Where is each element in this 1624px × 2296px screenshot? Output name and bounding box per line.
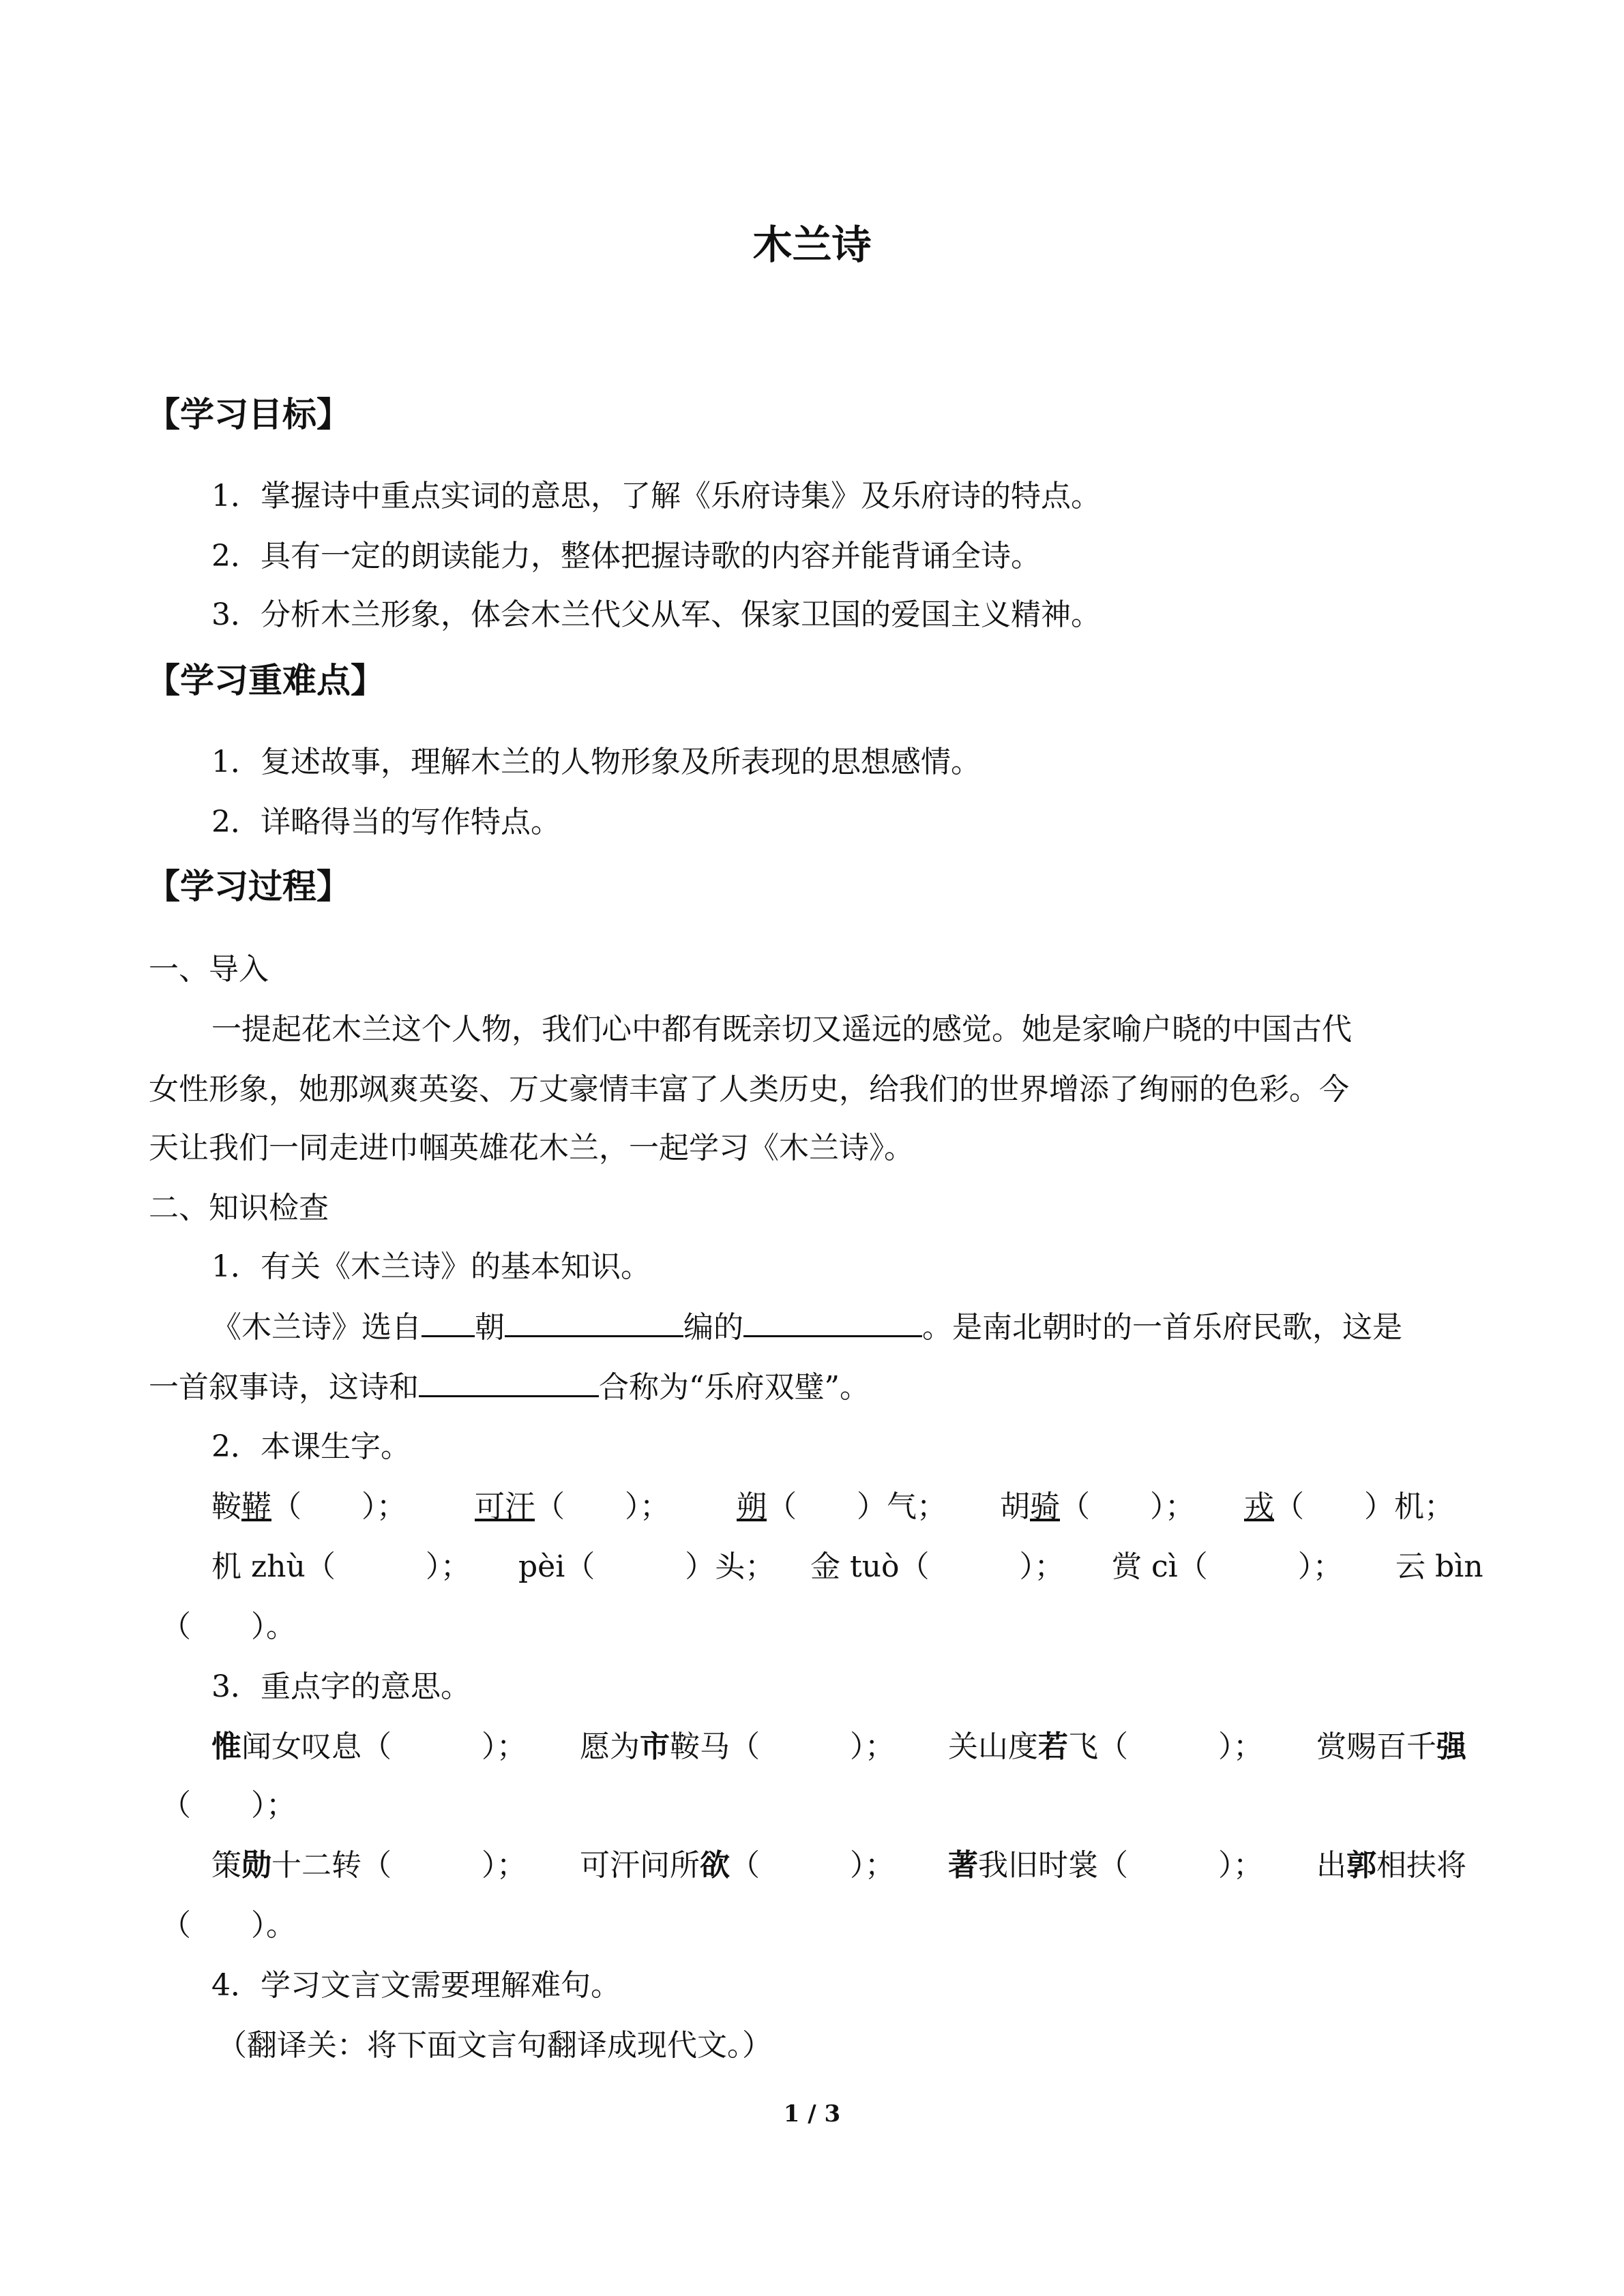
q1-fill-line-2 — [149, 1368, 870, 1407]
word-item: 惟闻女叹息（ ）； — [211, 1729, 527, 1764]
section-goals-heading: 【学习目标】 — [146, 395, 351, 434]
goal-item-2: 2．具有一定的朗读能力，整体把握诗歌的内容并能背诵全诗。 — [211, 539, 1041, 573]
key-point-1: 1．复述故事，理解木兰的人物形象及所表现的思想感情。 — [211, 745, 981, 779]
blank-collection[interactable] — [743, 1308, 922, 1337]
q1-text-c: 编的 — [683, 1310, 743, 1345]
part2-heading: 二、知识检查 — [149, 1191, 329, 1225]
word-item: 策勋十二转（ ）； — [211, 1848, 527, 1883]
char-item: 可汗（ ）； — [475, 1489, 670, 1524]
pinyin-item: pèi（ ）头； — [518, 1549, 776, 1584]
q1-text-d: 。是南北朝时的一首乐府民歌，这是 — [922, 1310, 1402, 1345]
page-number: 1 / 3 — [783, 2100, 841, 2128]
word-item: 著我旧时裳（ ）； — [948, 1848, 1263, 1883]
q3-title: 3．重点字的意思。 — [211, 1669, 471, 1704]
goal-item-3: 3．分析木兰形象，体会木兰代父从军、保家卫国的爱国主义精神。 — [211, 597, 1101, 632]
pinyin-item: 机 zhù（ ）； — [211, 1549, 471, 1584]
word-item: 愿为市鞍马（ ）； — [580, 1729, 895, 1764]
section-process-heading: 【学习过程】 — [146, 867, 351, 906]
q1-title: 1．有关《木兰诗》的基本知识。 — [211, 1249, 651, 1284]
section-key-heading: 【学习重难点】 — [146, 661, 385, 700]
intro-line-2: 女性形象，她那飒爽英姿、万丈豪情丰富了人类历史，给我们的世界增添了绚丽的色彩。今 — [149, 1072, 1349, 1107]
word-item: 可汗问所欲（ ）； — [580, 1848, 895, 1883]
char-item: 戎（ ）机； — [1244, 1489, 1454, 1524]
q2-title: 2．本课生字。 — [211, 1429, 411, 1464]
intro-line-1: 一提起花木兰这个人物，我们心中都有既亲切又遥远的感觉。她是家喻户晓的中国古代 — [211, 1012, 1352, 1047]
intro-line-3: 天让我们一同走进巾帼英雄花木兰，一起学习《木兰诗》。 — [149, 1131, 914, 1165]
q4-note: （翻译关：将下面文言句翻译成现代文。） — [217, 2028, 772, 2063]
pinyin-item: 赏 cì（ ）； — [1112, 1549, 1343, 1584]
q1-text-b: 朝 — [475, 1310, 505, 1345]
q1-text-f: 合称为“乐府双璧”。 — [599, 1370, 870, 1405]
q4-title: 4．学习文言文需要理解难句。 — [211, 1968, 621, 2003]
q1-text-e: 一首叙事诗，这诗和 — [149, 1370, 419, 1405]
q1-text-a: 《木兰诗》选自 — [211, 1310, 422, 1345]
q1-fill-line-1 — [211, 1308, 1402, 1347]
part1-heading: 一、导入 — [149, 952, 269, 987]
word-item: 赏赐百千强 — [1316, 1729, 1466, 1764]
goal-item-1: 1．掌握诗中重点实词的意思，了解《乐府诗集》及乐府诗的特点。 — [211, 479, 1101, 513]
pinyin-item: 云 bìn — [1396, 1549, 1483, 1584]
q2-row-3: （ ）。 — [161, 1609, 296, 1644]
char-item: 鞍鞯（ ）； — [211, 1489, 407, 1524]
blank-pair-poem[interactable] — [419, 1368, 599, 1397]
char-item: 朔（ ）气； — [737, 1489, 947, 1524]
pinyin-item: 金 tuò（ ）； — [810, 1549, 1065, 1584]
page-title: 木兰诗 — [752, 222, 872, 268]
q3-row-1b: （ ）； — [161, 1788, 296, 1823]
char-item: 胡骑（ ）； — [1000, 1489, 1195, 1524]
key-point-2: 2．详略得当的写作特点。 — [211, 805, 561, 839]
word-item: 关山度若飞（ ）； — [948, 1729, 1263, 1764]
blank-dynasty[interactable] — [422, 1308, 475, 1337]
word-item: 出郭相扶将 — [1316, 1848, 1466, 1883]
blank-editor[interactable] — [505, 1308, 683, 1337]
q3-row-2b: （ ）。 — [161, 1908, 296, 1943]
